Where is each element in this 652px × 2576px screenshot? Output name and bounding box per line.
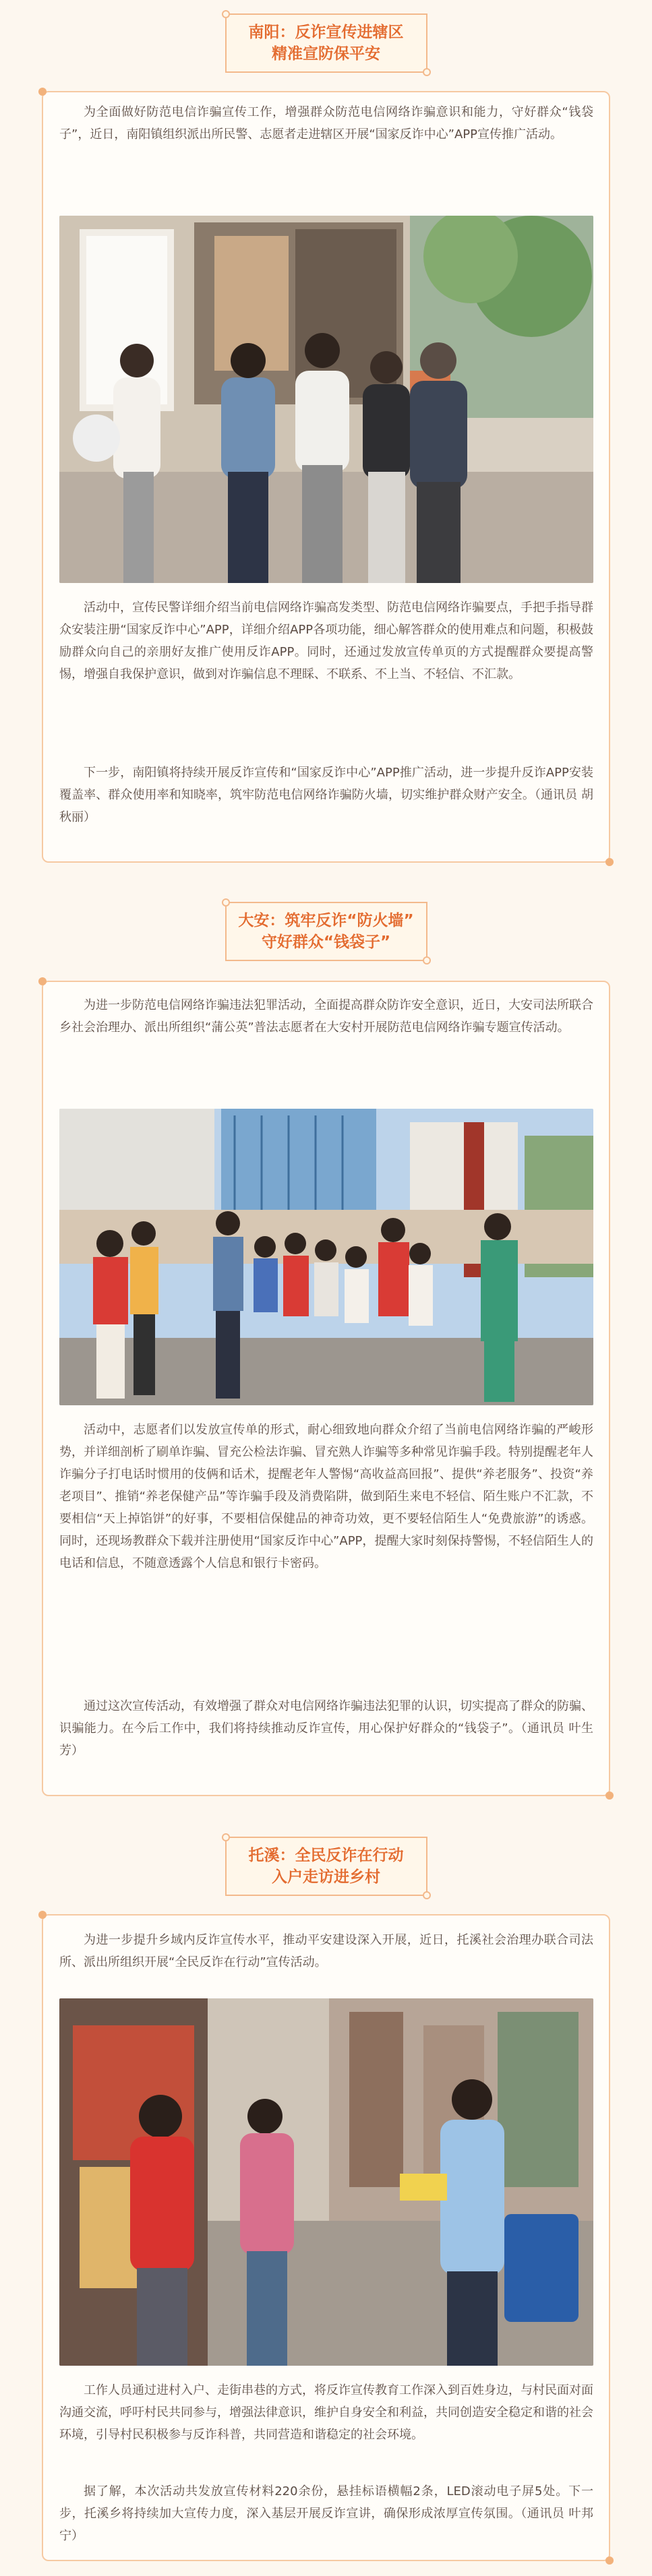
corner-dot-icon [38,1911,47,1919]
alley-visit-photo-icon [59,1998,593,2366]
section-2-photo [59,1109,593,1405]
section-3-body-2: 据了解，本次活动共发放宣传材料220余份，悬挂标语横幅2条，LED滚动电子屏5处。下一步，托溪乡将持续加大宣传力度，深入基层开展反诈宣讲，确保形成浓厚宣传氛围。（通讯员 叶邦宁） [59,2484,593,2543]
corner-dot-icon [605,858,614,866]
street-scene-photo-icon [59,216,593,583]
section-1-title-line-1: 南阳：反诈宣传进辖区 [248,24,404,41]
corner-dot-icon [605,2556,614,2565]
corner-dot-icon [38,88,47,96]
section-1-title-badge [225,13,427,73]
section-2-title-badge [225,902,427,961]
section-3-photo [59,1998,593,2366]
corner-dot-icon [605,1791,614,1800]
section-3-title-line-2: 入户走访进乡村 [272,1868,380,1886]
section-3-body-1: 工作人员通过进村入户、走街串巷的方式，将反诈宣传教育工作深入到百姓身边，与村民面对面沟通交流，呼吁村民共同参与，增强法律意识，维护自身安全和利益，共同创造安全稳定和谐的社会环境，引导村民积极参与反诈科普，共同营造和谐稳定的社会环境。 [59,2383,593,2442]
section-2-body-2: 通过这次宣传活动，有效增强了群众对电信网络诈骗违法犯罪的认识，切实提高了群众的防骗、识骗能力。在今后工作中，我们将持续推动反诈宣传，用心保护好群众的“钱袋子”。（通讯员 叶生芳） [59,1699,593,1758]
corner-dot-icon [38,977,47,985]
section-3-title-badge [225,1837,427,1896]
section-3-title-line-1: 托溪：全民反诈在行动 [248,1847,404,1864]
section-3-intro: 为进一步提升乡域内反诈宣传水平，推动平安建设深入开展，近日，托溪社会治理办联合司法所、派出所组织开展“全民反诈在行动”宣传活动。 [59,1933,593,1969]
section-2-title-line-2: 守好群众“钱袋子” [261,933,391,951]
section-2-title-line-1: 大安：筑牢反诈“防火墙” [238,912,414,929]
section-2-intro: 为进一步防范电信网络诈骗违法犯罪活动，全面提高群众防诈安全意识，近日，大安司法所联合乡社会治理办、派出所组织“蒲公英”普法志愿者在大安村开展防范电信网络诈骗专题宣传活动。 [59,998,593,1035]
village-group-photo-icon [59,1109,593,1405]
section-1-body-2: 下一步，南阳镇将持续开展反诈宣传和“国家反诈中心”APP推广活动，进一步提升反诈APP安装覆盖率、群众使用率和知晓率，筑牢防范电信网络诈骗防火墙，切实维护群众财产安全。（通讯员 胡秋丽） [59,766,593,824]
section-1-body-1: 活动中，宣传民警详细介绍当前电信网络诈骗高发类型、防范电信网络诈骗要点，手把手指导群众安装注册“国家反诈中心”APP，详细介绍APP各项功能，细心解答群众的使用难点和问题，积极鼓励群众向自己的亲朋好友推广使用反诈APP。同时，还通过发放宣传单页的方式提醒群众要提高警惕，增强自我保护意识，做到对诈骗信息不理睬、不联系、不上当、不轻信、不汇款。 [59,601,593,681]
section-1-title-line-2: 精准宣防保平安 [272,45,380,63]
section-2-body-1: 活动中，志愿者们以发放宣传单的形式，耐心细致地向群众介绍了当前电信网络诈骗的严峻形势，并详细剖析了刷单诈骗、冒充公检法诈骗、冒充熟人诈骗等多种常见诈骗手段。特别提醒老年人诈骗分子打电话时惯用的伎俩和话术，提醒老年人警惕“高收益高回报”、提供“养老服务”、投资“养老项目”、推销“养老保健产品”等诈骗手段及消费陷阱，做到陌生来电不轻信、陌生账户不汇款，不要相信“天上掉馅饼”的好事，不要相信保健品的神奇功效，更不要轻信陌生人“免费旅游”的诱惑。同时，还现场教群众下载并注册使用“国家反诈中心”APP，提醒大家时刻保持警惕，不轻信陌生人的电话和信息，不随意透露个人信息和银行卡密码。 [59,1423,593,1570]
section-1-intro: 为全面做好防范电信诈骗宣传工作，增强群众防范电信网络诈骗意识和能力，守好群众“钱袋子”，近日，南阳镇组织派出所民警、志愿者走进辖区开展“国家反诈中心”APP宣传推广活动。 [59,105,593,142]
section-1-photo [59,216,593,583]
